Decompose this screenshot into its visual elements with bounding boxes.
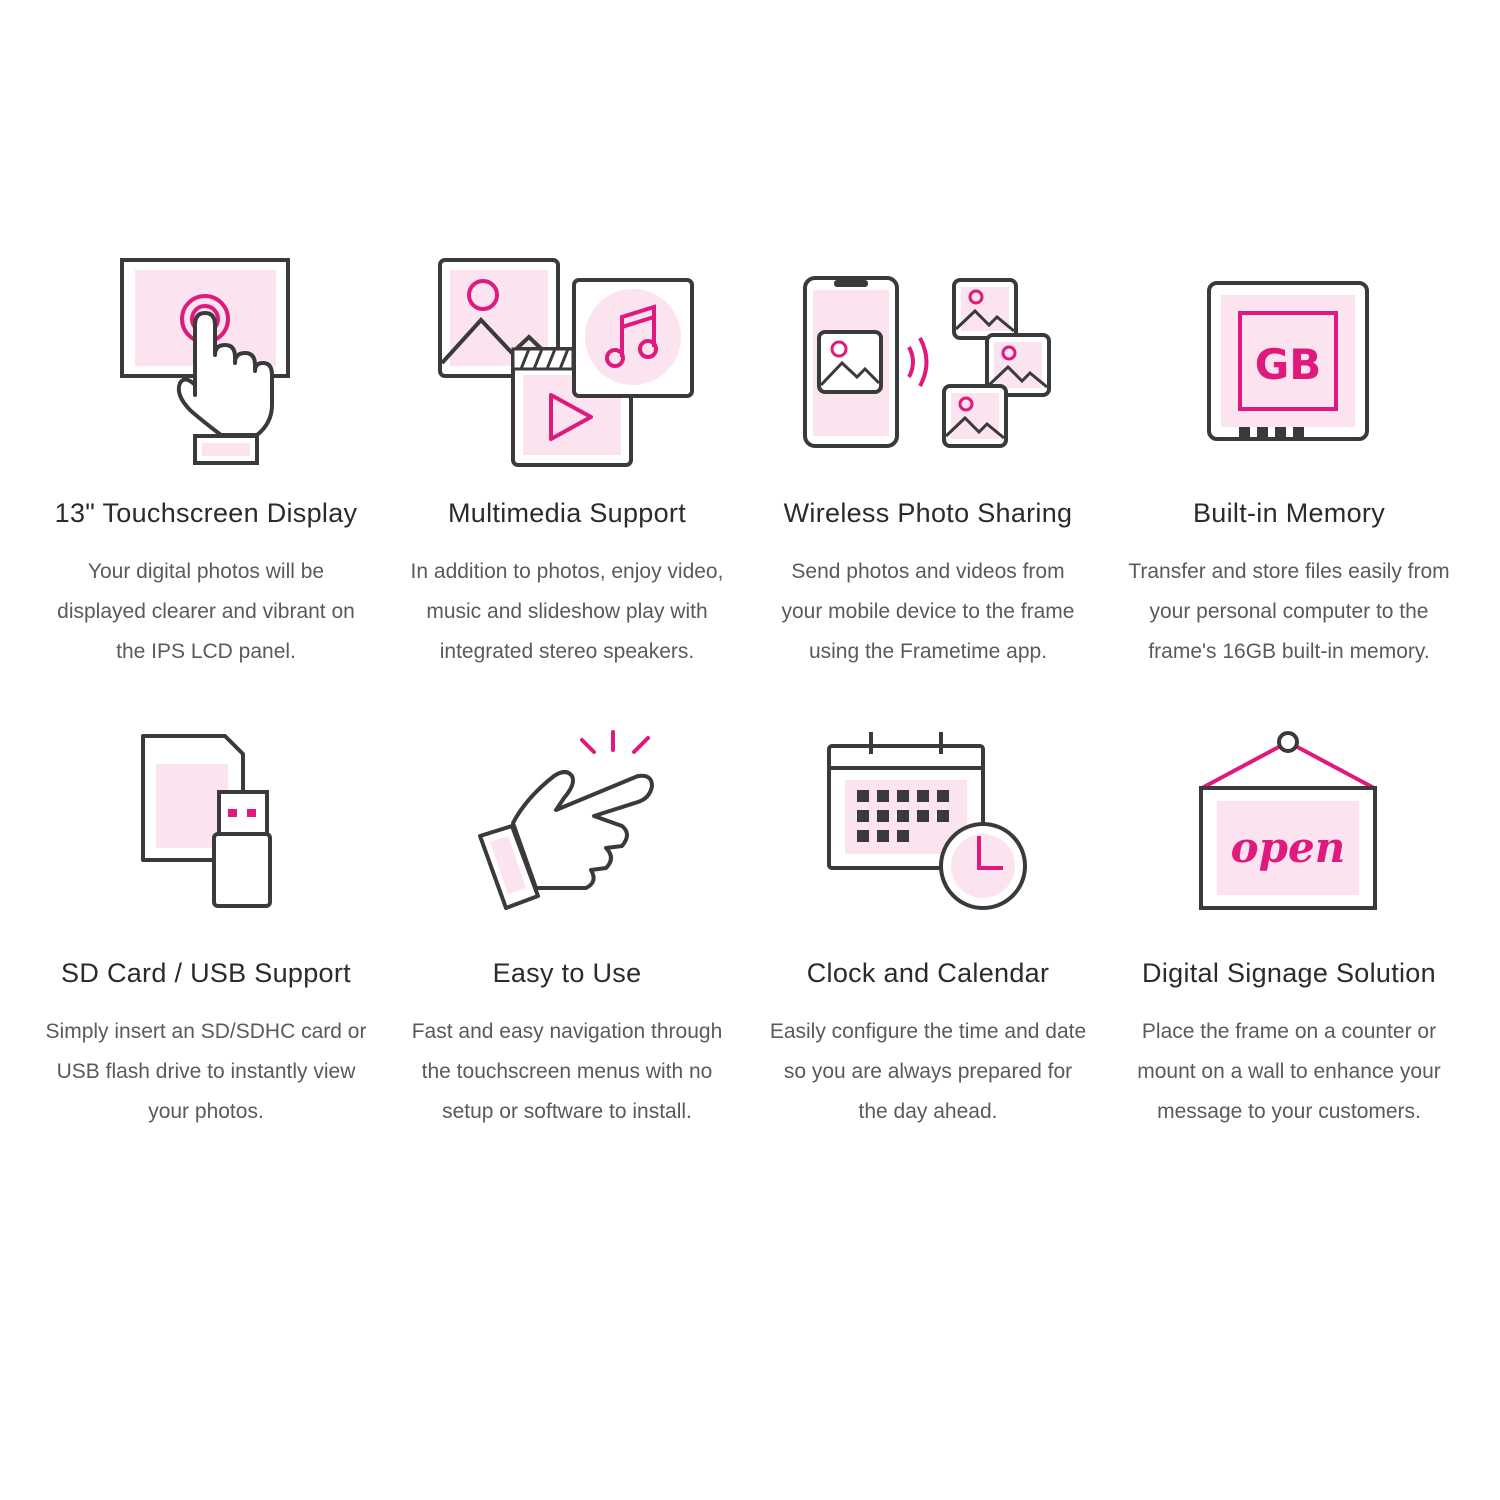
description-line: Place the frame on a counter or: [1141, 1020, 1437, 1043]
feature-description: [386, 552, 748, 672]
feature-description: [1108, 1012, 1470, 1132]
feature-description: [25, 1012, 387, 1132]
description-line: Fast and easy navigation through: [411, 1020, 723, 1043]
snap-hand-icon: [386, 718, 748, 948]
feature-title: Clock and Calendar: [806, 958, 1050, 988]
description-line: Transfer and store files easily from: [1128, 560, 1450, 583]
description-line: the day ahead.: [858, 1100, 998, 1123]
calendar-clock-icon: [747, 718, 1109, 948]
features-grid: [25, 0, 1475, 1500]
wireless-sharing-icon: [747, 245, 1109, 475]
description-line: the touchscreen menus with no: [421, 1060, 713, 1083]
description-line: mount on a wall to enhance your: [1137, 1060, 1441, 1083]
memory-chip-label: GB: [1254, 340, 1322, 389]
feature-title: Multimedia Support: [447, 498, 686, 528]
multimedia-icon: [386, 245, 748, 475]
description-line: displayed clearer and vibrant on: [57, 600, 355, 623]
description-line: Your digital photos will be: [87, 560, 325, 583]
feature-description: [386, 1012, 748, 1132]
feature-description: [25, 552, 387, 672]
description-line: the IPS LCD panel.: [116, 640, 296, 663]
touchscreen-icon: [25, 245, 387, 475]
description-line: your mobile device to the frame: [781, 600, 1075, 623]
feature-description: [747, 552, 1109, 672]
feature-description: [1108, 552, 1470, 672]
sd-usb-icon: [25, 718, 387, 948]
description-line: using the Frametime app.: [808, 640, 1048, 663]
feature-title: Wireless Photo Sharing: [783, 498, 1073, 528]
description-line: Send photos and videos from: [791, 560, 1065, 583]
feature-title: SD Card / USB Support: [61, 958, 351, 988]
description-line: In addition to photos, enjoy video,: [410, 560, 724, 583]
open-sign-icon: [1108, 718, 1470, 948]
description-line: your personal computer to the: [1149, 600, 1429, 623]
description-line: Easily configure the time and date: [769, 1020, 1087, 1043]
description-line: setup or software to install.: [442, 1100, 692, 1123]
description-line: so you are always prepared for: [783, 1060, 1073, 1083]
description-line: music and slideshow play with: [426, 600, 708, 623]
description-line: frame's 16GB built-in memory.: [1148, 640, 1430, 663]
feature-title: 13" Touchscreen Display: [54, 498, 358, 528]
feature-title: Digital Signage Solution: [1142, 958, 1436, 988]
description-line: integrated stereo speakers.: [439, 640, 695, 663]
open-sign-label: open: [1230, 823, 1346, 872]
description-line: message to your customers.: [1157, 1100, 1421, 1123]
feature-description: [747, 1012, 1109, 1132]
memory-icon: [1108, 245, 1470, 475]
description-line: Simply insert an SD/SDHC card or: [45, 1020, 367, 1043]
description-line: USB flash drive to instantly view: [56, 1060, 356, 1083]
feature-title: Easy to Use: [492, 958, 642, 988]
description-line: your photos.: [148, 1100, 264, 1123]
feature-title: Built-in Memory: [1192, 498, 1386, 528]
